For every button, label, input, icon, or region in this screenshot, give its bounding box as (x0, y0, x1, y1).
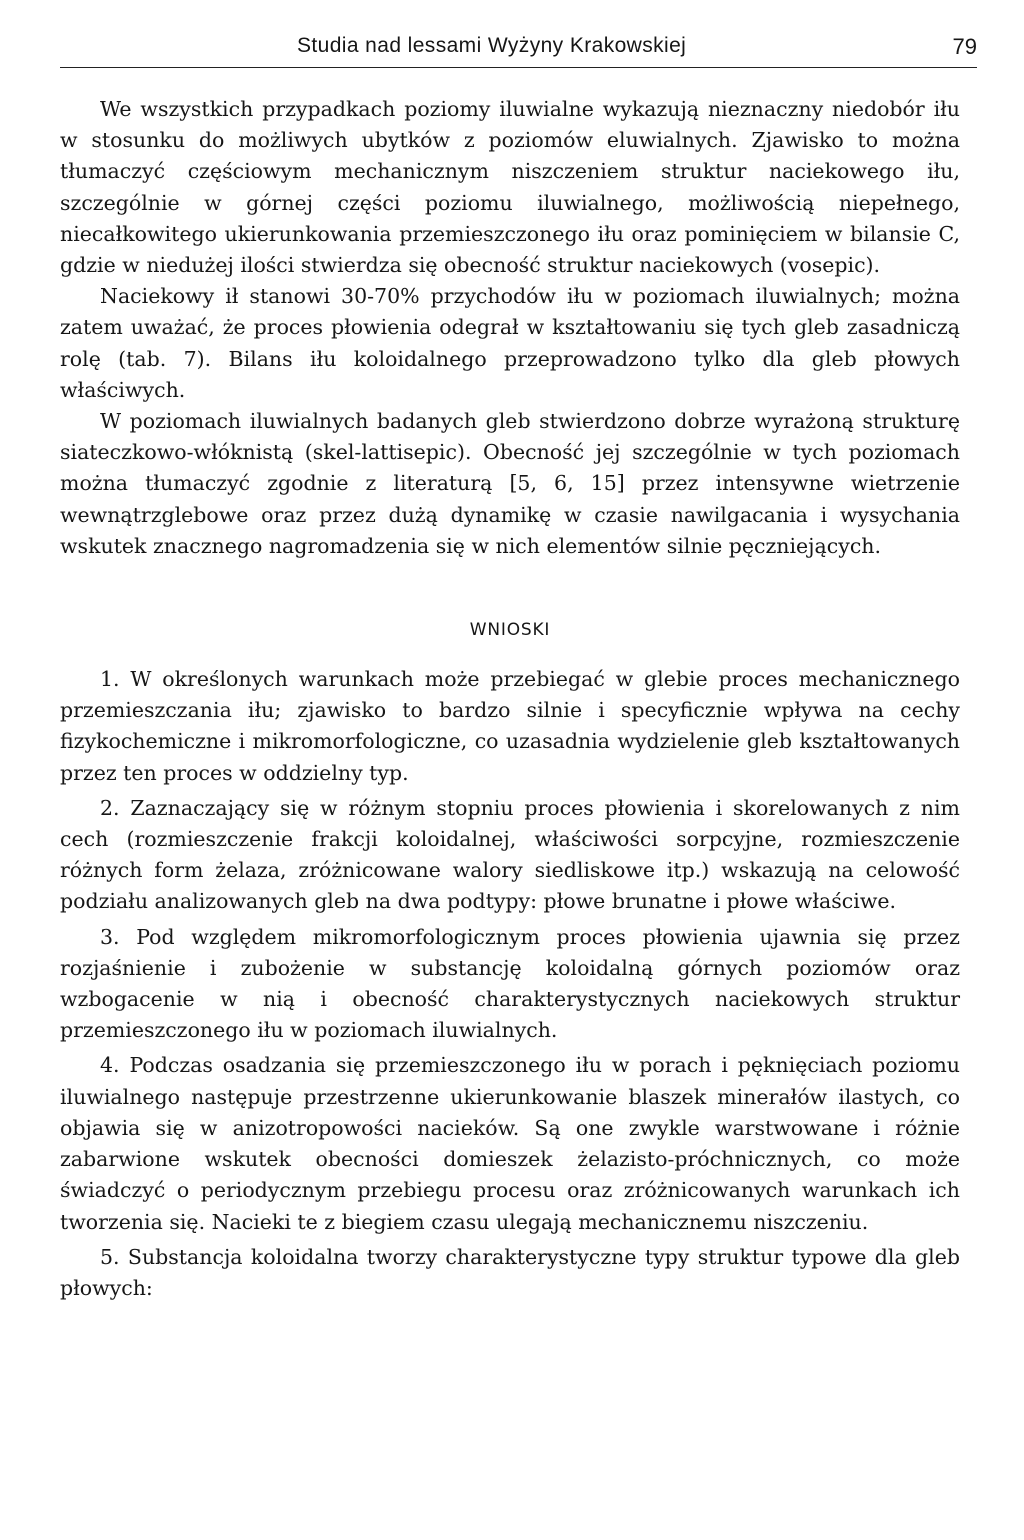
document-page (60, 0, 980, 1540)
list-item (60, 1050, 960, 1237)
section-heading: WNIOSKI (469, 620, 551, 641)
list-item (60, 793, 960, 918)
body-text (60, 94, 960, 1308)
list-item-number: 2. (100, 795, 120, 820)
list-item-text: Zaznaczający się w różnym stopniu proces płowienia i skorelowanych z nim cech (rozmieszczenie frakcji koloidalnej, właściwości sorpcyjne, rozmieszczenie różnych form żelaza, zróżnicowane walory siedliskowe itp.) wskazują na celowość podziału analizowanych gleb na dwa podtypy: płowe brunatne i płowe właściwe. (60, 795, 960, 914)
page-number: 79 (952, 34, 977, 59)
list-item (60, 922, 960, 1047)
conclusions-list (60, 664, 960, 1304)
running-header (60, 27, 977, 67)
list-item (60, 664, 960, 789)
list-item-number: 4. (100, 1053, 120, 1078)
list-item (60, 1242, 960, 1304)
paragraph: W poziomach iluwialnych badanych gleb stwierdzono dobrze wyrażoną strukturę siateczkowo-włóknistą (skel-lattisepic). Obecność jej szczególnie w tych poziomach można tłumaczyć zgodnie z literaturą [5, 6, 15] przez intensywne wietrzenie wewnątrzglebowe oraz przez dużą dynamikę w czasie nawilgacania i wysychania wskutek znacznego nagromadzenia się w nich elementów silnie pęczniejących. (60, 409, 960, 558)
list-item-text: W określonych warunkach może przebiegać w glebie proces mechanicznego przemieszczania iłu; zjawisko to bardzo silnie i specyficznie wpływa na cechy fizykochemiczne i mikromorfologiczne, co uzasadnia wydzielenie gleb kształtowanych przez ten proces w oddzielny typ. (60, 667, 960, 785)
list-item-text: Pod względem mikromorfologicznym proces płowienia ujawnia się przez rozjaśnienie i zubożenie w substancję koloidalną górnych poziomów oraz wzbogacenie w nią i obecność charakterystycznych naciekowych struktur przemieszczonego iłu w poziomach iluwialnych. (60, 924, 960, 1043)
list-item-text: Podczas osadzania się przemieszczonego iłu w porach i pęknięciach poziomu iluwialnego następuje przestrzenne ukierunkowanie blaszek minerałów ilastych, co objawia się w anizotropowości nacieków. Są one zwykle warstwowane i różnie zabarwione wskutek obecności domieszek żelazisto-próchnicznych, co może świadczyć o periodycznym przebiegu procesu oraz zróżnicowanych warunkach ich tworzenia się. Nacieki te z biegiem czasu ulegają mechanicznemu niszczeniu. (60, 1053, 960, 1234)
list-item-number: 5. (100, 1244, 120, 1269)
paragraph: We wszystkich przypadkach poziomy iluwialne wykazują nieznaczny niedobór iłu w stosunku do możliwych ubytków z poziomów eluwialnych. Zjawisko to można tłumaczyć częściowym mechanicznym niszczeniem struktur naciekowego iłu, szczególnie w górnej części poziomu iluwialnego, możliwością niepełnego, niecałkowitego ukierunkowania przemieszczonego iłu oraz pominięciem w bilansie C, gdzie w niedużej ilości stwierdza się obecność struktur naciekowych (vosepic). (60, 97, 960, 278)
header-rule (60, 67, 977, 68)
list-item-number: 3. (100, 924, 120, 949)
list-item-number: 1. (100, 667, 120, 692)
list-item-text: Substancja koloidalna tworzy charakterystyczne typy struktur typowe dla gleb płowych: (60, 1244, 960, 1300)
paragraph: Naciekowy ił stanowi 30-70% przychodów iłu w poziomach iluwialnych; można zatem uważać, że proces płowienia odegrał w kształtowaniu się tych gleb zasadniczą rolę (tab. 7). Bilans iłu koloidalnego przeprowadzono tylko dla gleb płowych właściwych. (60, 284, 960, 402)
running-title: Studia nad lessami Wyżyny Krakowskiej (297, 34, 687, 57)
